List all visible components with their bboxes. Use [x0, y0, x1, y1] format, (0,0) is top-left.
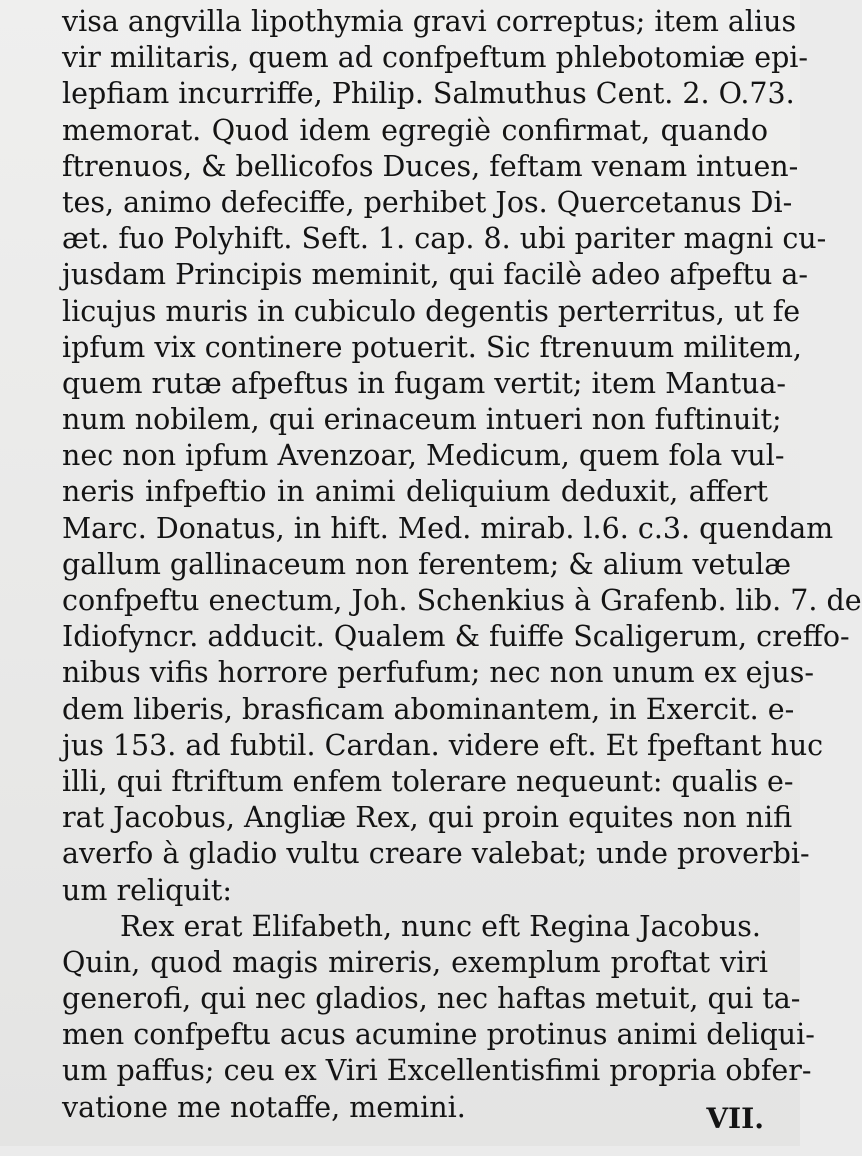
text-line: nibus vifis horrore perfufum; nec non unum ex ejus-: [62, 656, 814, 690]
text-line: illi, qui ftriftum enfem tolerare nequeunt: qualis e-: [62, 764, 794, 798]
text-line: Quin, quod magis mireris, exemplum proftat viri: [62, 945, 768, 979]
text-line: quem rutæ afpeftus in fugam vertit; item Mantua-: [62, 366, 787, 400]
text-line: dem liberis, brasficam abominantem, in Exercit. e-: [62, 692, 795, 726]
text-line: generofi, qui nec gladios, nec haftas metuit, qui ta-: [62, 982, 801, 1016]
text-line: ftrenuos, & bellicofos Duces, feftam venam intuen-: [62, 149, 799, 183]
page-text: [62, 4, 862, 1126]
catchword: VII.: [706, 1102, 764, 1135]
text-line: Idiofyncr. adducit. Qualem & fuiffe Scaligerum, creffo-: [62, 620, 850, 654]
text-line: jusdam Principis meminit, qui facilè adeo afpeftu a-: [62, 258, 809, 292]
text-line: memorat. Quod idem egregiè confirmat, quando: [62, 113, 768, 147]
text-line: nec non ipfum Avenzoar, Medicum, quem fola vul-: [62, 439, 785, 473]
text-line: um reliquit:: [62, 873, 232, 907]
text-line: gallum gallinaceum non ferentem; & alium vetulæ: [62, 547, 792, 581]
text-line: æt. fuo Polyhift. Seft. 1. cap. 8. ubi pariter magni cu-: [62, 222, 827, 256]
text-line: vatione me notaffe, memini.: [62, 1090, 466, 1124]
text-line: um paffus; ceu ex Viri Excellentisfimi propria obfer-: [62, 1054, 812, 1088]
verse-line: Rex erat Elifabeth, nunc eft Regina Jacobus.: [120, 909, 761, 943]
text-line: jus 153. ad fubtil. Cardan. videre eft. Et fpeftant huc: [62, 728, 824, 762]
text-line: vir militaris, quem ad confpeftum phlebotomiæ epi-: [62, 41, 809, 75]
text-line: ipfum vix continere potuerit. Sic ftrenuum militem,: [62, 330, 802, 364]
text-line: licujus muris in cubiculo degentis perterritus, ut fe: [62, 294, 801, 328]
text-line: rat Jacobus, Angliæ Rex, qui proin equites non nifi: [62, 801, 793, 835]
text-line: confpeftu enectum, Joh. Schenkius à Grafenb. lib. 7. de: [62, 584, 862, 617]
text-line: tes, animo defeciffe, perhibet Jos. Quercetanus Di-: [62, 185, 793, 219]
text-line: Marc. Donatus, in hift. Med. mirab. l.6. c.3. quendam: [62, 511, 834, 545]
text-line: men confpeftu acus acumine protinus animi deliqui-: [62, 1018, 815, 1052]
text-line: visa angvilla lipothymia gravi correptus; item alius: [62, 5, 797, 38]
text-line: averfo à gladio vultu creare valebat; unde proverbi-: [62, 837, 810, 871]
text-line: num nobilem, qui erinaceum intueri non fuftinuit;: [62, 403, 782, 437]
text-line: lepfiam incurriffe, Philip. Salmuthus Cent. 2. O.73.: [62, 77, 795, 111]
text-line: neris infpeftio in animi deliquium deduxit, affert: [62, 475, 768, 509]
